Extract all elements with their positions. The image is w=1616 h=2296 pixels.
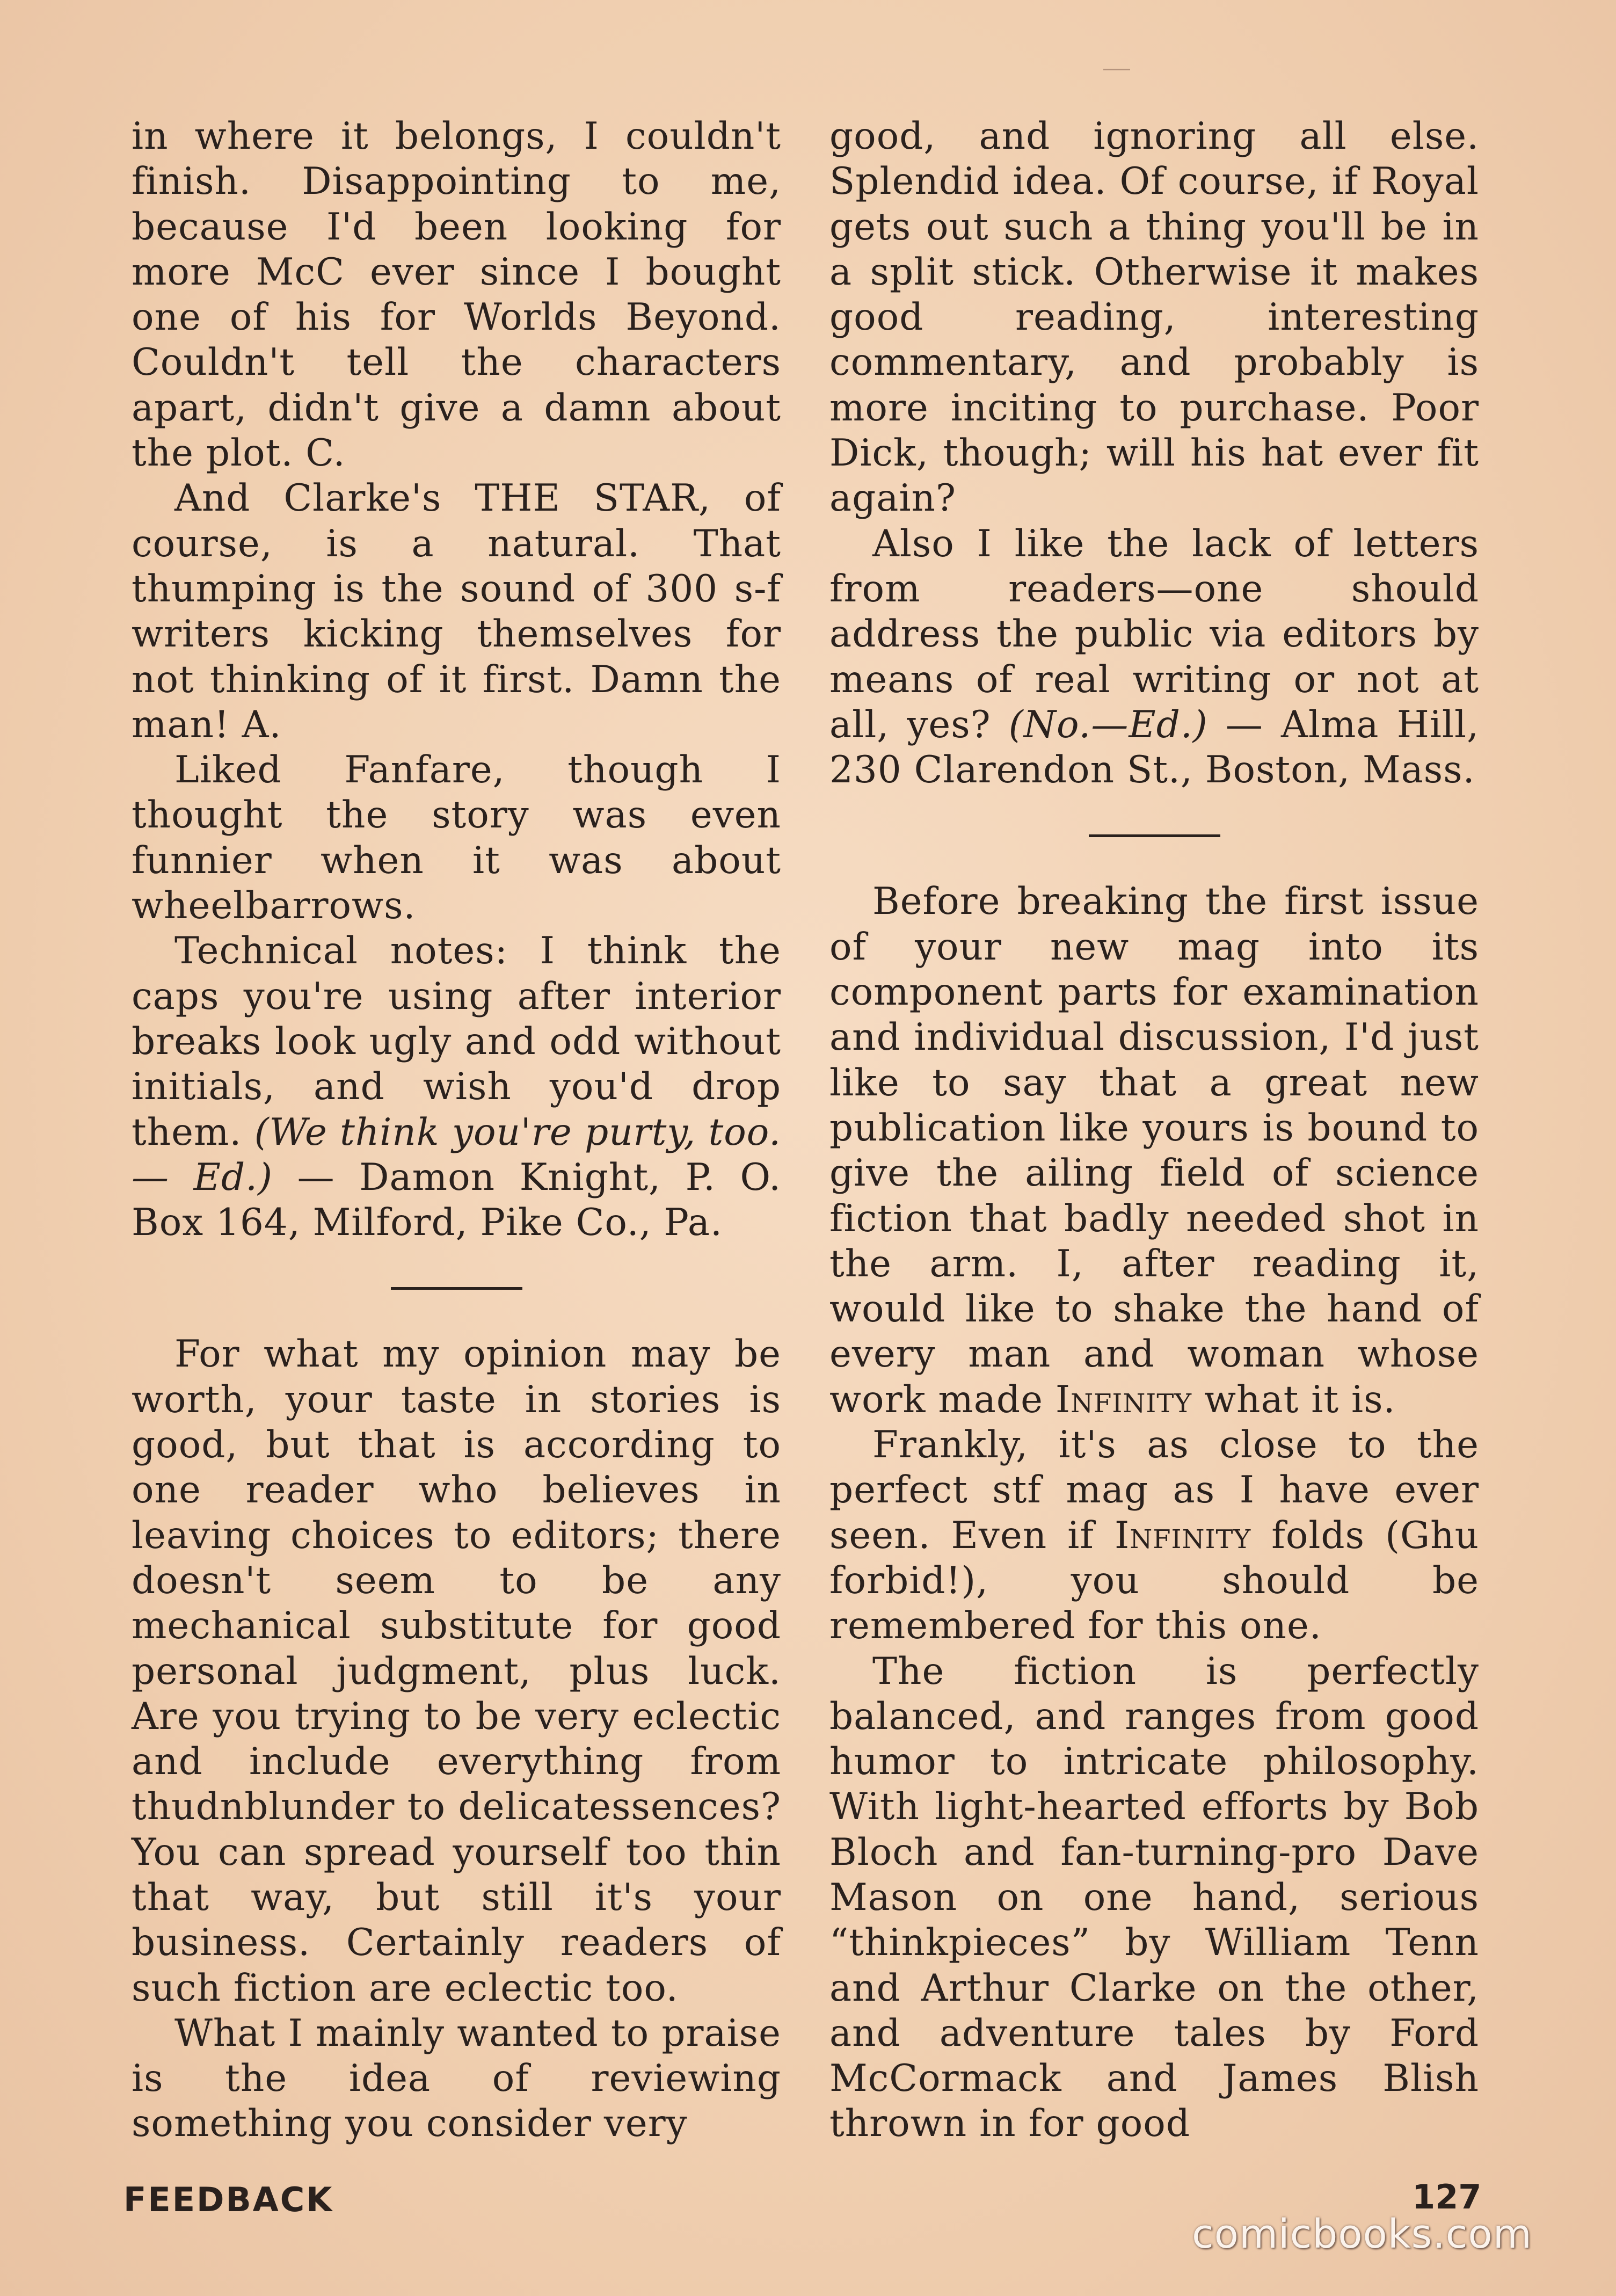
letter-text: Before breaking the first issue of your new mag into its component parts for examination and individual discussion, I'd just like to say that a great new publication like yours is bound to give the ailing field of science fiction that badly needed shot in the arm. I, after reading it, would like to shake the hand of every man and woman whose work made — [829, 880, 1479, 1421]
paragraph: Liked Fanfare, though I thought the story was even funnier when it was about wheelbarrows. — [132, 749, 781, 928]
letter-text: Frankly, it's as close to the perfect stf mag as I have ever seen. Even if — [829, 1423, 1479, 1557]
paragraph: And Clarke's THE STAR, of course, is a natural. That thumping is the sound of 300 s-f writers kicking themselves for not thinking of it first. Damn the man! A. — [132, 477, 781, 746]
page-number: 127 — [1412, 2177, 1482, 2217]
left-column — [132, 114, 781, 2147]
letter-signature: — Alma Hill, 230 Clarendon St., Boston, Mass. — [829, 703, 1479, 792]
paragraph: good, and ignoring all else. Splendid idea. Of course, if Royal gets out such a thing you'll be in a split stick. Otherwise it makes good reading, interesting commentary, and probably is more inciting to purchase. Poor Dick, though; will his hat ever fit again? — [829, 115, 1479, 520]
letter-text: Technical notes: I think the caps you're using after interior breaks look ugly and odd without initials, and wish you'd drop them. — [132, 929, 781, 1154]
paragraph — [829, 521, 1479, 793]
magazine-name: Infinity — [1055, 1378, 1192, 1421]
letter-text: Also I like the lack of letters from readers—one should address the public via editors by means of real writing or not at all, yes? — [829, 522, 1479, 746]
editor-reply: (We think you're purty, too. — Ed.) — [132, 1110, 781, 1199]
paragraph: The fiction is perfectly balanced, and ranges from good humor to intricate philosophy. With light-hearted efforts by Bob Bloch and fan-turning-pro Dave Mason on one hand, serious “thinkpieces” by William Tenn and Arthur Clarke on the other, and adventure tales by Ford McCormack and James Blish thrown in for good — [829, 1650, 1479, 2146]
right-column — [829, 114, 1479, 2147]
paragraph: For what my opinion may be worth, your taste in stories is good, but that is according to one reader who believes in leaving choices to editors; there doesn't seem to be any mechanical substitute for good personal judgment, plus luck. Are you trying to be very eclectic and include everything from thudnblunder to delicatessences? You can spread yourself too thin that way, but still it's your business. Certainly readers of such fiction are eclectic too. — [132, 1333, 781, 2010]
letter-text: what it is. — [1204, 1378, 1396, 1421]
letter-divider — [391, 1287, 522, 1290]
letter-signature: — Damon Knight, P. O. Box 164, Milford, Pike Co., Pa. — [132, 1156, 782, 1245]
letter-divider — [1089, 834, 1220, 837]
watermark: comicbooks.com — [1192, 2211, 1532, 2257]
letter-text: folds (Ghu forbid!), you should be remembered for this one. — [829, 1514, 1480, 1648]
section-label: FEEDBACK — [123, 2180, 334, 2219]
paragraph — [829, 879, 1479, 1422]
paragraph: What I mainly wanted to praise is the idea of reviewing something you consider very — [132, 2011, 781, 2146]
magazine-name: Infinity — [1114, 1514, 1251, 1557]
print-mark — [1103, 69, 1130, 70]
paragraph — [829, 1422, 1479, 1648]
paragraph — [132, 928, 781, 1245]
paragraph: in where it belongs, I couldn't finish. Disappointing to me, because I'd been looking for more McC ever since I bought one of his for Worlds Beyond. Couldn't tell the characters apart, didn't give a damn about the plot. C. — [132, 115, 781, 475]
editor-reply: (No.—Ed.) — [1008, 703, 1208, 746]
